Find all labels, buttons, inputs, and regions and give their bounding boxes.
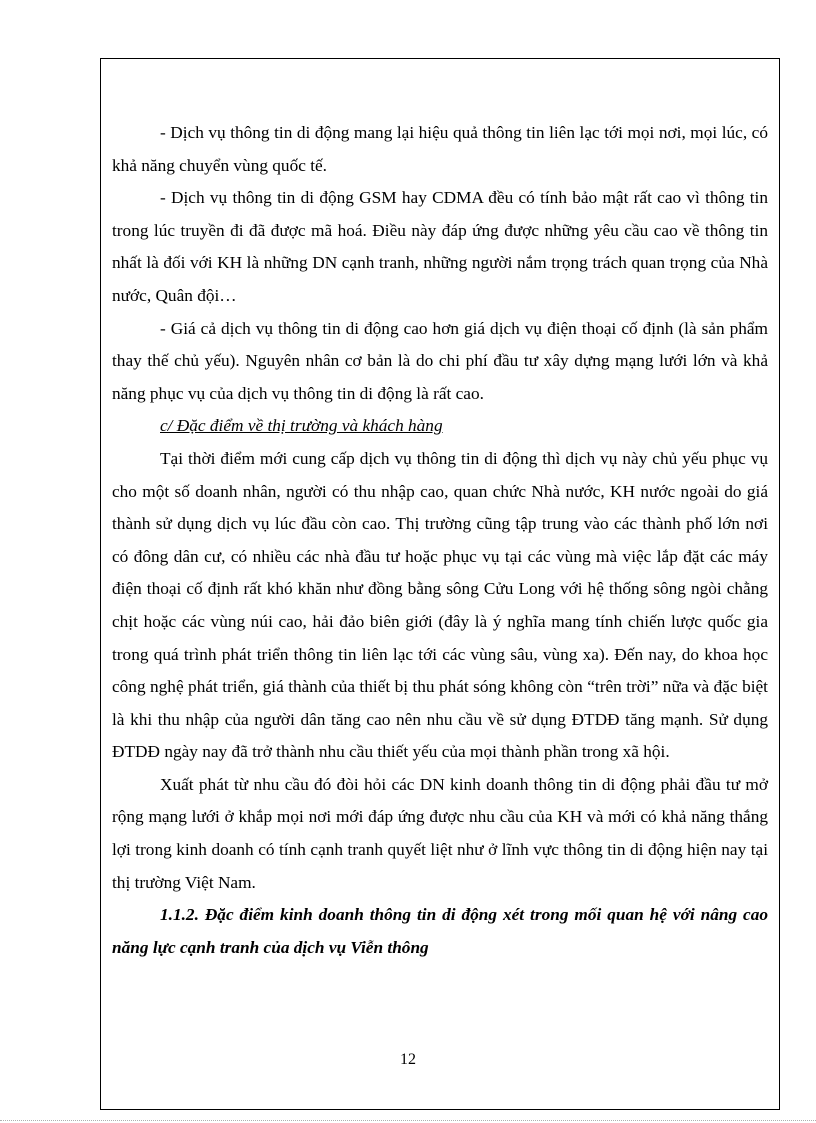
paragraph-network-expansion: Xuất phát từ nhu cầu đó đòi hỏi các DN kinh doanh thông tin di động phải đầu tư mở rộng mạng lưới ở khắp mọi nơi mới đáp ứng được nhu cầu của KH và mới có khả năng thắng lợi trong kinh doanh có tính cạnh tranh quyết liệt như ở lĩnh vực thông tin di động hiện nay tại thị trường Việt Nam. (112, 774, 768, 892)
section-heading-1-1-2: 1.1.2. Đặc điểm kinh doanh thông tin di động xét trong mối quan hệ với nâng cao năng lực cạnh tranh của dịch vụ Viễn thông (112, 905, 768, 957)
body-text (112, 117, 768, 964)
bottom-dotted-rule (0, 1120, 816, 1121)
paragraph-market: Tại thời điểm mới cung cấp dịch vụ thông tin di động thì dịch vụ này chủ yếu phục vụ cho một số doanh nhân, người có thu nhập cao, quan chức Nhà nước, KH nước ngoài do giá thành sử dụng dịch vụ lúc đầu còn cao. Thị trường cũng tập trung vào các thành phố lớn nơi có đông dân cư, có nhiều các nhà đầu tư hoặc phục vụ tại các vùng mà việc lắp đặt các máy điện thoại cố định rất khó khăn như đồng bằng sông Cửu Long với hệ thống sông ngòi chằng chịt hoặc các vùng núi cao, hải đảo biên giới (đây là ý nghĩa mang tính chiến lược quốc gia trong quá trình phát triển thông tin liên lạc tới các vùng sâu, vùng xa). Đến nay, do khoa học công nghệ phát triển, giá thành của thiết bị thu phát sóng không còn “trên trời” nữa và đặc biệt là khi thu nhập của người dân tăng cao nên nhu cầu về sử dụng ĐTDĐ tăng mạnh. Sử dụng ĐTDĐ ngày nay đã trở thành nhu cầu thiết yếu của mọi thành phần trong xã hội. (112, 448, 768, 762)
subheading-market (112, 410, 768, 443)
page-number: 12 (400, 1051, 416, 1068)
paragraph-roaming: - Dịch vụ thông tin di động mang lại hiệu quả thông tin liên lạc tới mọi nơi, mọi lúc, có khả năng chuyển vùng quốc tế. (112, 123, 768, 175)
paragraph-security: - Dịch vụ thông tin di động GSM hay CDMA đều có tính bảo mật rất cao vì thông tin trong lúc truyền đi đã được mã hoá. Điều này đáp ứng được những yêu cầu cao về thông tin nhất là đối với KH là những DN cạnh tranh, những người nắm trọng trách quan trọng của Nhà nước, Quân đội… (112, 188, 768, 305)
subheading-market-text: c/ Đặc điểm về thị trường và khách hàng (160, 416, 443, 436)
paragraph-pricing: - Giá cả dịch vụ thông tin di động cao hơn giá dịch vụ điện thoại cố định (là sản phẩm thay thế chủ yếu). Nguyên nhân cơ bản là do chi phí đầu tư xây dựng mạng lưới lớn và khả năng phục vụ của dịch vụ thông tin di động là rất cao. (112, 318, 768, 403)
